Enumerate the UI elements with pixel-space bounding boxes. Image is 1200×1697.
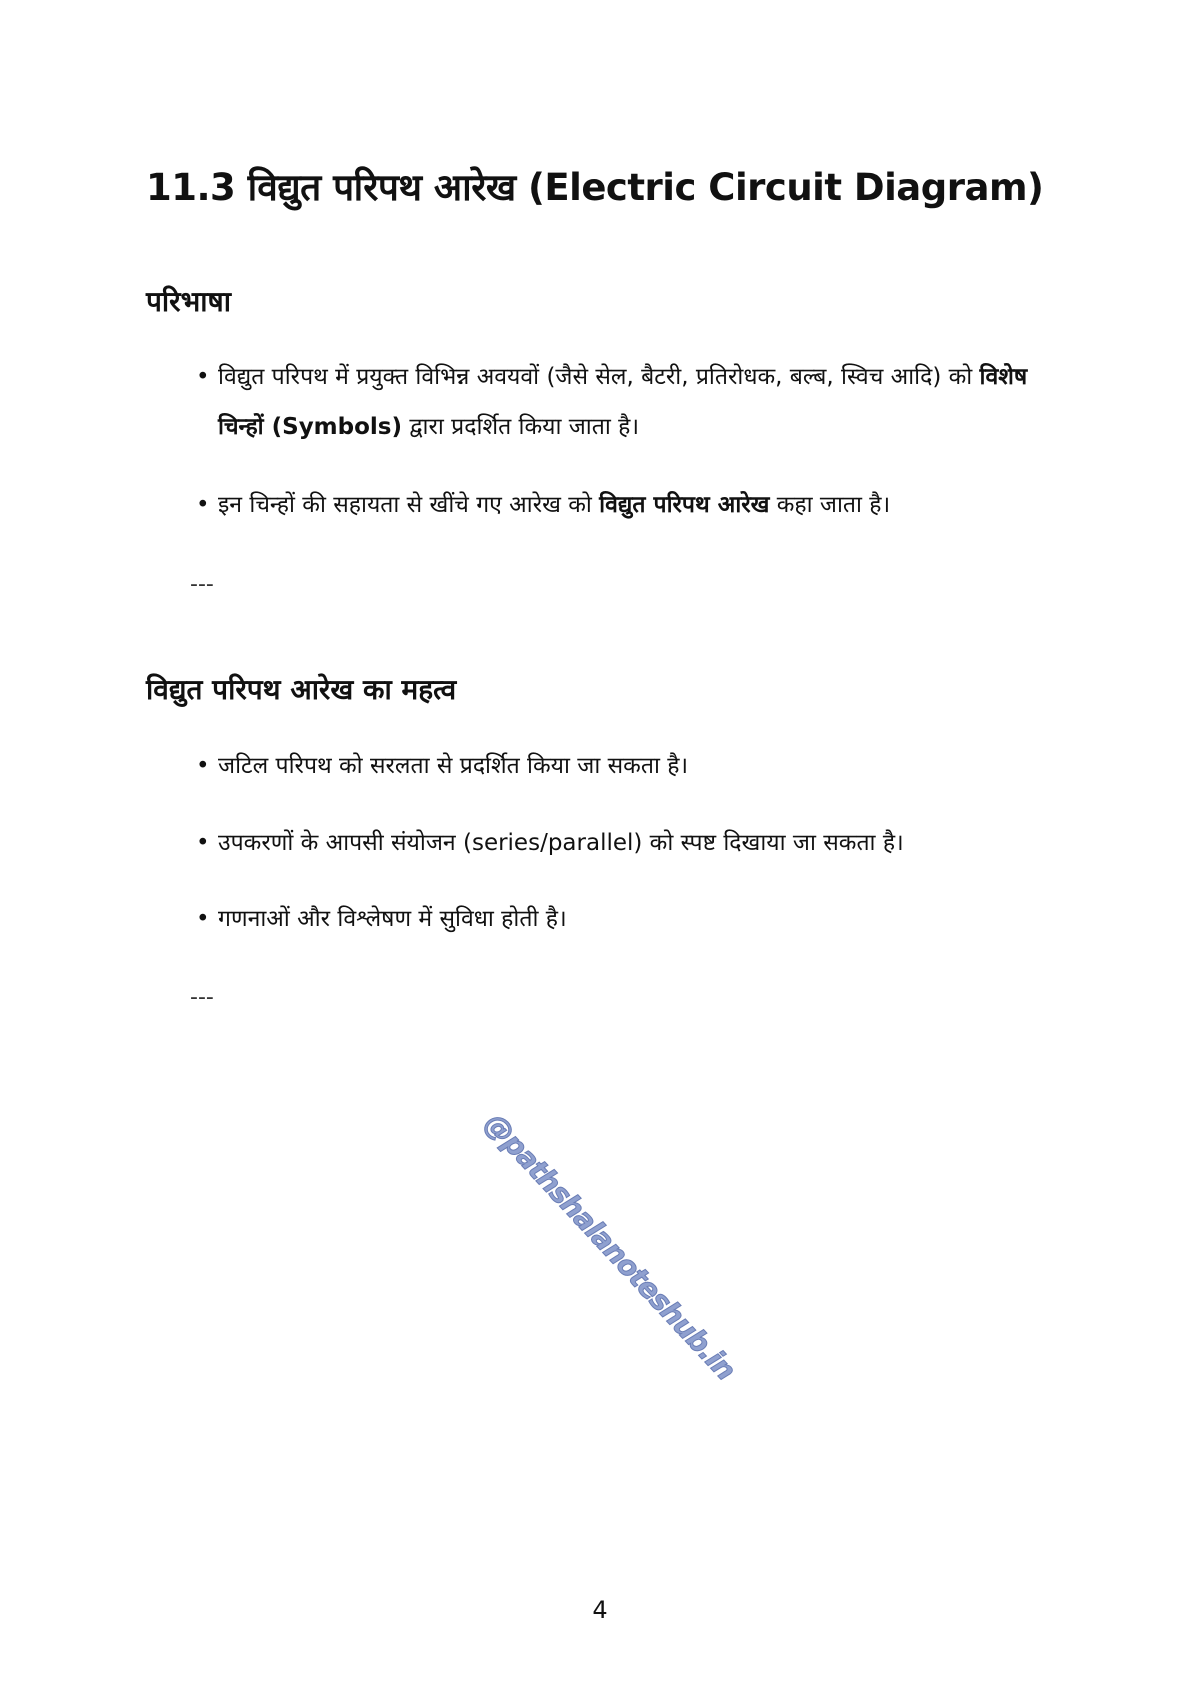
- section-heading-importance: विद्युत परिपथ आरेख का महत्व: [146, 673, 457, 706]
- list-item: [196, 894, 1076, 944]
- list-item-text: गणनाओं और विश्लेषण में सुविधा होती है।: [218, 906, 567, 932]
- list-item-text: उपकरणों के आपसी संयोजन (series/parallel) को स्पष्ट दिखाया जा सकता है।: [218, 830, 904, 856]
- bullet-icon: •: [196, 906, 210, 932]
- watermark: @pathshalanoteshub.in: [478, 1106, 742, 1387]
- page-number: 4: [592, 1596, 608, 1624]
- list-item-bold: विद्युत परिपथ आरेख: [599, 492, 770, 518]
- bullet-icon: •: [196, 364, 210, 390]
- list-item-text: कहा जाता है।: [769, 492, 891, 518]
- list-item: [196, 818, 1076, 868]
- page-title: 11.3 विद्युत परिपथ आरेख (Electric Circuit Diagram): [146, 166, 1044, 209]
- list-item: [196, 352, 1076, 452]
- bullet-icon: •: [196, 830, 210, 856]
- separator: ---: [190, 572, 214, 597]
- list-item-text: विद्युत परिपथ में प्रयुक्त विभिन्न अवयवों (जैसे सेल, बैटरी, प्रतिरोधक, बल्ब, स्विच आदि) को: [218, 364, 980, 390]
- bullet-icon: •: [196, 492, 210, 518]
- list-item: [196, 741, 1076, 791]
- section-heading-definition: परिभाषा: [146, 285, 231, 318]
- list-item-text: इन चिन्हों की सहायता से खींचे गए आरेख को: [218, 492, 600, 518]
- list-item: [196, 480, 1076, 530]
- list-item-text: द्वारा प्रदर्शित किया जाता है।: [402, 414, 640, 440]
- list-item-text: जटिल परिपथ को सरलता से प्रदर्शित किया जा सकता है।: [218, 753, 689, 779]
- bullet-icon: •: [196, 753, 210, 779]
- list-item-bold: विशेष चिन्हों (Symbols): [218, 364, 1028, 440]
- separator: ---: [190, 985, 214, 1010]
